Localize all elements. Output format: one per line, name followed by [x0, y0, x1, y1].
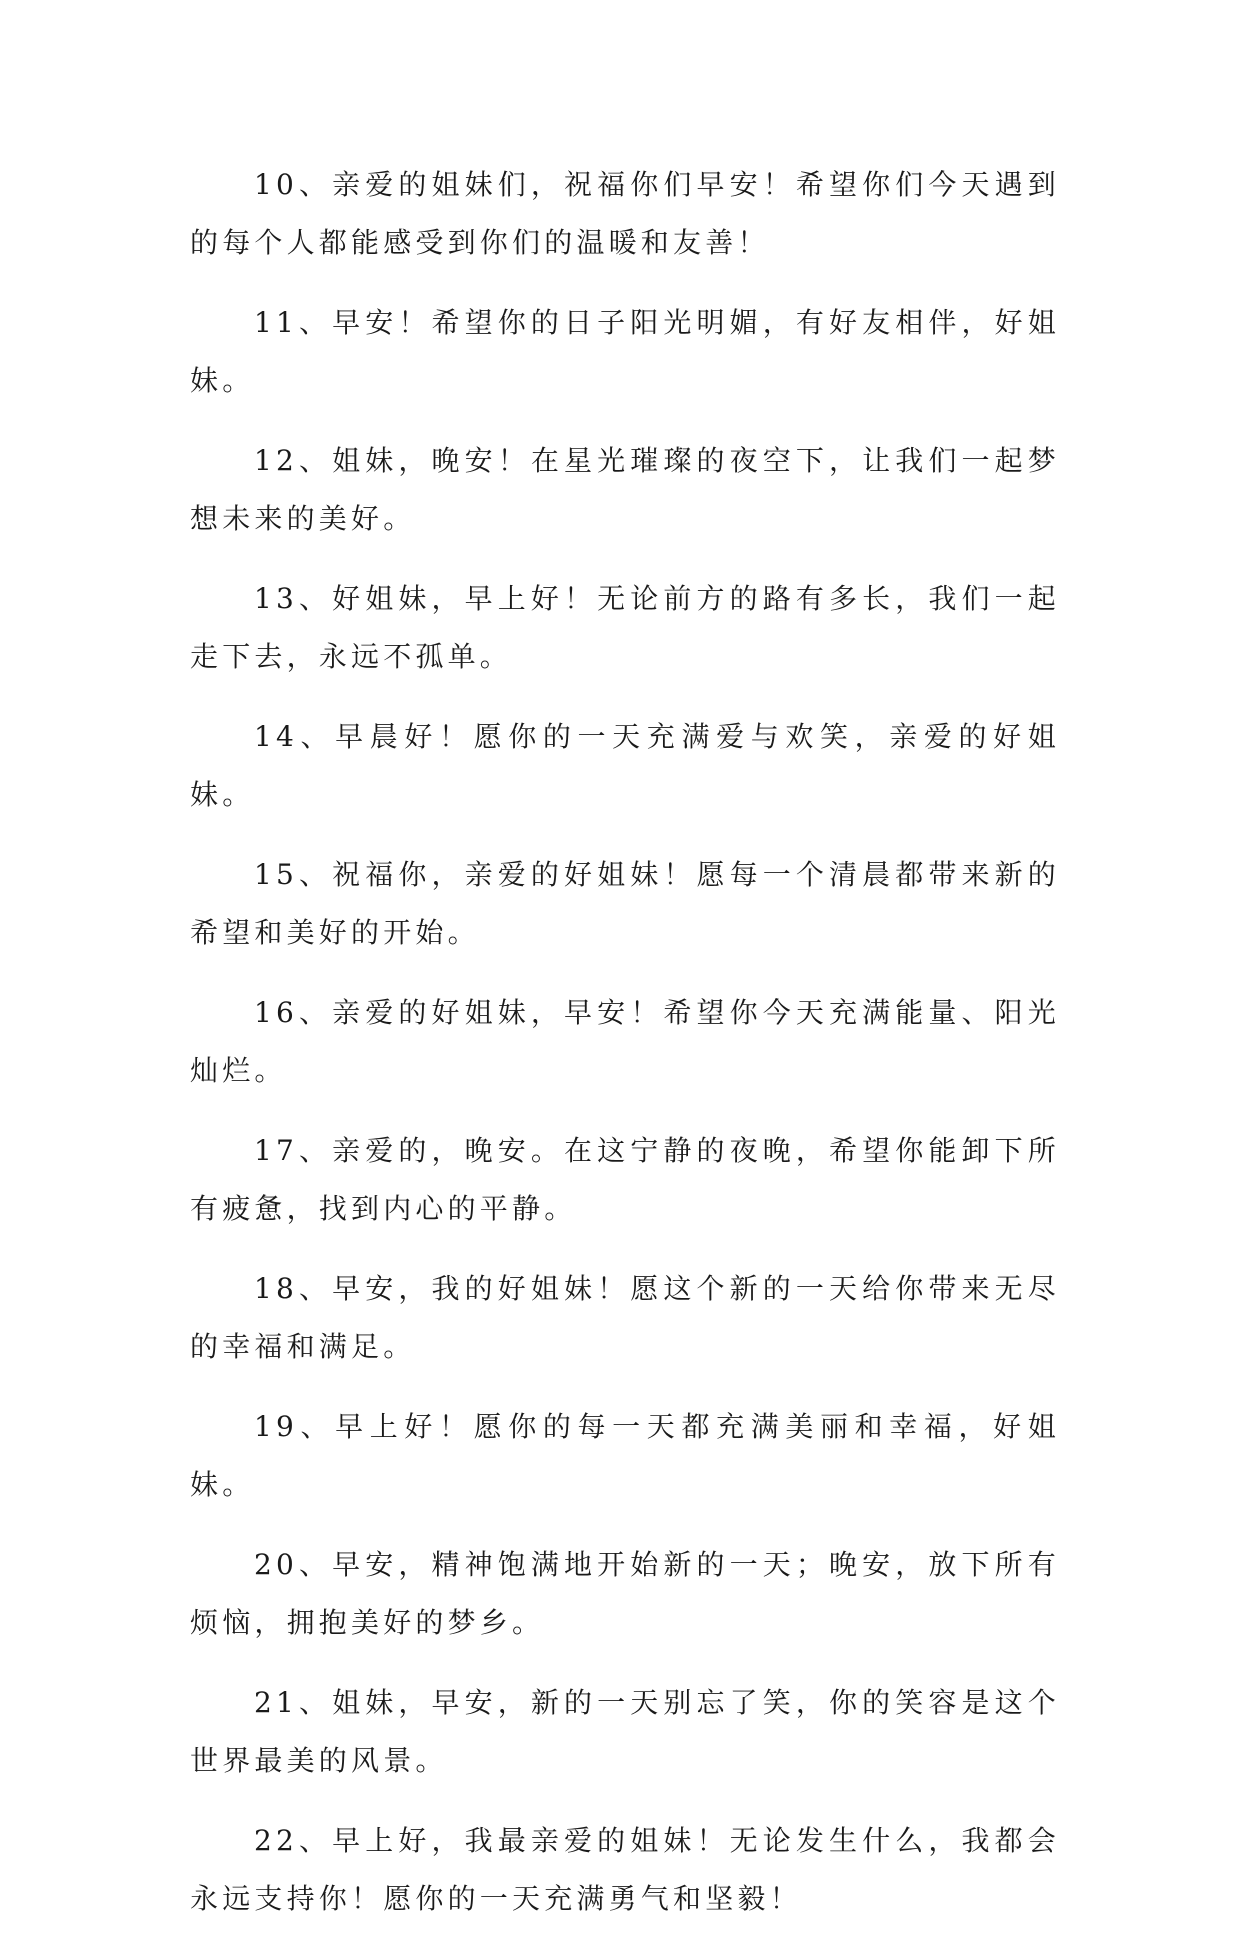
document-body	[190, 156, 1060, 1950]
paragraph-17: 17、亲爱的，晚安。在这宁静的夜晚，希望你能卸下所有疲惫，找到内心的平静。	[190, 1134, 1060, 1225]
paragraph-22: 22、早上好，我最亲爱的姐妹！无论发生什么，我都会永远支持你！愿你的一天充满勇气和坚毅！	[190, 1824, 1060, 1915]
paragraph-13: 13、好姐妹，早上好！无论前方的路有多长，我们一起走下去，永远不孤单。	[190, 582, 1060, 673]
paragraph-11: 11、早安！希望你的日子阳光明媚，有好友相伴，好姐妹。	[190, 306, 1060, 397]
paragraph-14: 14、早晨好！愿你的一天充满爱与欢笑，亲爱的好姐妹。	[190, 720, 1060, 811]
paragraph-21: 21、姐妹，早安，新的一天别忘了笑，你的笑容是这个世界最美的风景。	[190, 1686, 1060, 1777]
paragraph-15: 15、祝福你，亲爱的好姐妹！愿每一个清晨都带来新的希望和美好的开始。	[190, 858, 1060, 949]
paragraph-16: 16、亲爱的好姐妹，早安！希望你今天充满能量、阳光灿烂。	[190, 996, 1060, 1087]
paragraph-18: 18、早安，我的好姐妹！愿这个新的一天给你带来无尽的幸福和满足。	[190, 1272, 1060, 1363]
paragraph-12: 12、姐妹，晚安！在星光璀璨的夜空下，让我们一起梦想未来的美好。	[190, 444, 1060, 535]
paragraph-19: 19、早上好！愿你的每一天都充满美丽和幸福，好姐妹。	[190, 1410, 1060, 1501]
paragraph-10: 10、亲爱的姐妹们，祝福你们早安！希望你们今天遇到的每个人都能感受到你们的温暖和友善！	[190, 168, 1060, 259]
paragraph-20: 20、早安，精神饱满地开始新的一天；晚安，放下所有烦恼，拥抱美好的梦乡。	[190, 1548, 1060, 1639]
